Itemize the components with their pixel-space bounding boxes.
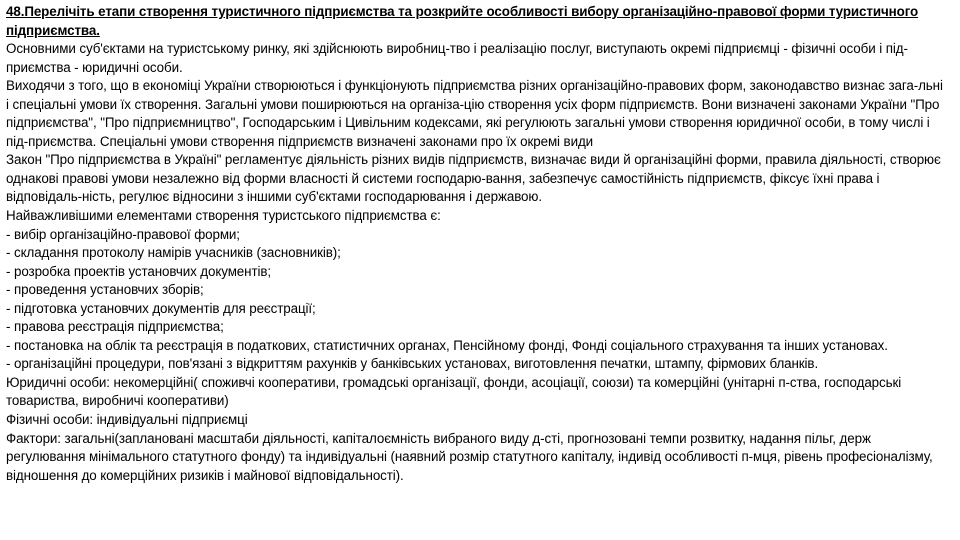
creation-steps-list [6, 226, 946, 374]
paragraph-law: Закон "Про підприємства в Україні" регламентує діяльність різних видів підприємств, визначає види й організаційні форми, правила діяльності, створює однакові правові умови незалежно від форми власності й системи господарю-вання, забезпечує самостійність підприємств, фіксує їхні права і відповідаль-ність, регулює відносини з іншими суб'єктами господарювання і державою. [6, 152, 941, 205]
paragraph-elements-intro: Найважливішими елементами створення туристського підприємства є: [6, 208, 441, 224]
paragraph-individuals: Фізичні особи: індивідуальні підприємці [6, 412, 248, 428]
list-item: - постановка на облік та реєстрація в податкових, статистичних органах, Пенсійному фонді, Фонді соціального страхування та інших установах. [6, 337, 888, 353]
paragraph-conditions: Виходячи з того, що в економіці України створюються і функціонують підприємства різних організаційно-правових форм, законодавство визнає зага-льні і спеціальні умови їх створення. Загальні умови поширюються на організа-цію створення усіх форм підприємств. Вони визначені законами України "Про підприємства", "Про підприємництво", Господарським і Цивільним кодексами, які регулюють загальні умови створення юридичної особи, в тому числі і під-приємства. Спеціальні умови створення підприємств визначені законами про їх окремі види [6, 78, 943, 149]
list-item: - вибір організаційно-правової форми; [6, 226, 240, 242]
list-item: - розробка проектів установчих документів; [6, 263, 271, 279]
list-item: - підготовка установчих документів для реєстрації; [6, 300, 316, 316]
list-item: - правова реєстрація підприємства; [6, 319, 224, 335]
paragraph-legal-entities: Юридичні особи: некомерційні( споживчі кооперативи, громадські організації, фонди, асоціації, союзи) та комерційні (унітарні п-ства, господарські товариства, виробничі кооперативи) [6, 374, 902, 409]
list-item: - складання протоколу намірів учасників (засновників); [6, 245, 341, 261]
document-page [6, 3, 946, 485]
list-item: - організаційні процедури, пов'язані з відкриттям рахунків у банківських установах, виготовлення печатки, штампу, фірмових бланків. [6, 356, 819, 372]
paragraph-factors: Фактори: загальні(заплановані масштаби діяльності, капіталоємність вибраного виду д-сті, прогнозовані темпи розвитку, надання пільг, держ регулювання мінімального статутного фонду) та індивідуальні (наявний розмір статутного капіталу, індивід особливості п-мця, рівень професіоналізму, відношення до комерційних ризиків і майнової відповідальності). [6, 430, 933, 483]
question-title: 48.Перелічіть етапи створення туристичного підприємства та розкрийте особливості вибору організаційно-правової форми туристичного підприємства. [6, 4, 919, 38]
list-item: - проведення установчих зборів; [6, 282, 204, 298]
paragraph-subjects: Основними суб'єктами на туристському ринку, які здійснюють виробниц-тво і реалізацію послуг, виступають окремі підприємці - фізичні особи і під-приємства - юридичні особи. [6, 41, 908, 75]
